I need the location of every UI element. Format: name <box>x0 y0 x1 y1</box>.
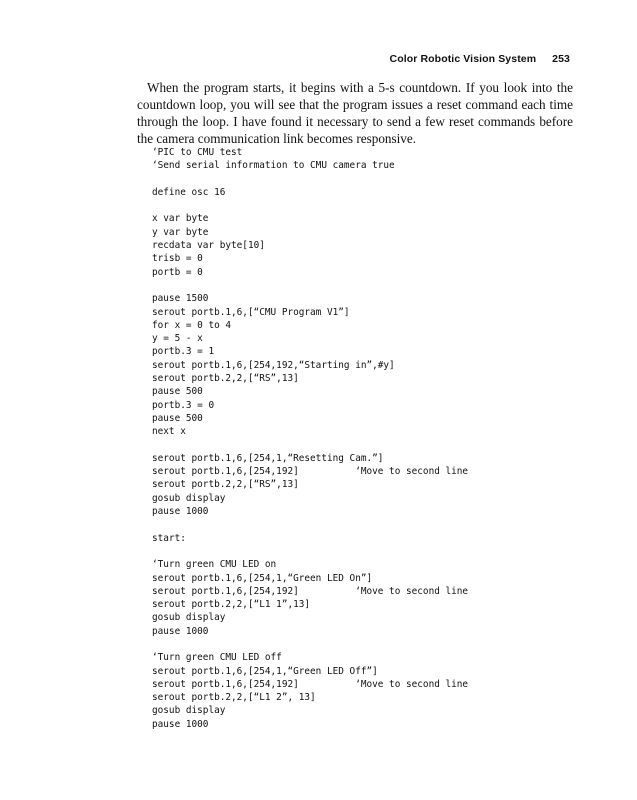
code-line: serout portb.1,6,[254,192] ‘Move to second line <box>152 466 469 478</box>
code-line: portb = 0 <box>152 266 203 278</box>
code-line: serout portb.1,6,[254,1,“Green LED On”] <box>152 572 373 584</box>
code-line <box>152 173 468 186</box>
code-line: trisb = 0 <box>152 253 203 265</box>
code-line: pause 1000 <box>152 625 209 637</box>
code-line: ‘PIC to CMU test <box>152 147 243 158</box>
code-line: gosub display <box>152 612 226 624</box>
code-line: pause 1500 <box>152 293 209 305</box>
code-line: ‘Turn green CMU LED off <box>152 652 282 664</box>
code-line <box>152 199 468 212</box>
body-paragraph: When the program starts, it begins with a 5-s countdown. If you look into the countdown loop, you will see that the program issues a reset command each time through the loop. I have found it necessary to send a few reset commands before the camera communication link becomes responsive. <box>137 80 573 146</box>
code-line <box>152 279 468 292</box>
code-line: pause 1000 <box>152 718 209 730</box>
code-line <box>152 638 468 651</box>
code-line: pause 500 <box>152 386 203 398</box>
code-line: portb.3 = 1 <box>152 346 215 358</box>
code-line: for x = 0 to 4 <box>152 319 232 331</box>
code-line: pause 500 <box>152 412 203 424</box>
code-line: ‘Send serial information to CMU camera true <box>152 160 395 172</box>
code-line: serout portb.1,6,[254,1,“Green LED Off”] <box>152 665 378 677</box>
code-line: serout portb.2,2,[“L1 1”,13] <box>152 599 311 611</box>
code-line <box>152 518 468 531</box>
code-line: ‘Turn green CMU LED on <box>152 559 277 571</box>
code-line <box>152 545 468 558</box>
code-line: y = 5 - x <box>152 333 203 345</box>
running-header <box>390 53 570 65</box>
code-line: recdata var byte[10] <box>152 240 265 252</box>
code-line: serout portb.2,2,[“RS”,13] <box>152 479 299 491</box>
code-line: y var byte <box>152 226 209 238</box>
code-line: portb.3 = 0 <box>152 399 215 411</box>
code-line: serout portb.1,6,[254,192,“Starting in”,#y] <box>152 359 395 371</box>
code-line: gosub display <box>152 705 226 717</box>
code-line: x var byte <box>152 213 209 225</box>
page-number: 253 <box>552 53 570 65</box>
header-title: Color Robotic Vision System <box>389 53 537 65</box>
code-line: serout portb.1,6,[“CMU Program V1”] <box>152 306 350 318</box>
code-line: start: <box>152 532 186 544</box>
code-line: pause 1000 <box>152 506 209 518</box>
code-line: serout portb.1,6,[254,1,“Resetting Cam.”] <box>152 452 384 464</box>
code-line: define osc 16 <box>152 186 226 198</box>
code-line: serout portb.1,6,[254,192] ‘Move to second line <box>152 585 469 597</box>
code-line: serout portb.1,6,[254,192] ‘Move to second line <box>152 678 469 690</box>
code-line <box>152 439 468 452</box>
code-line: gosub display <box>152 492 226 504</box>
code-listing <box>152 146 468 731</box>
code-line: next x <box>152 426 186 438</box>
code-line: serout portb.2,2,[“L1 2”, 13] <box>152 692 316 704</box>
code-line: serout portb.2,2,[“RS”,13] <box>152 373 299 385</box>
